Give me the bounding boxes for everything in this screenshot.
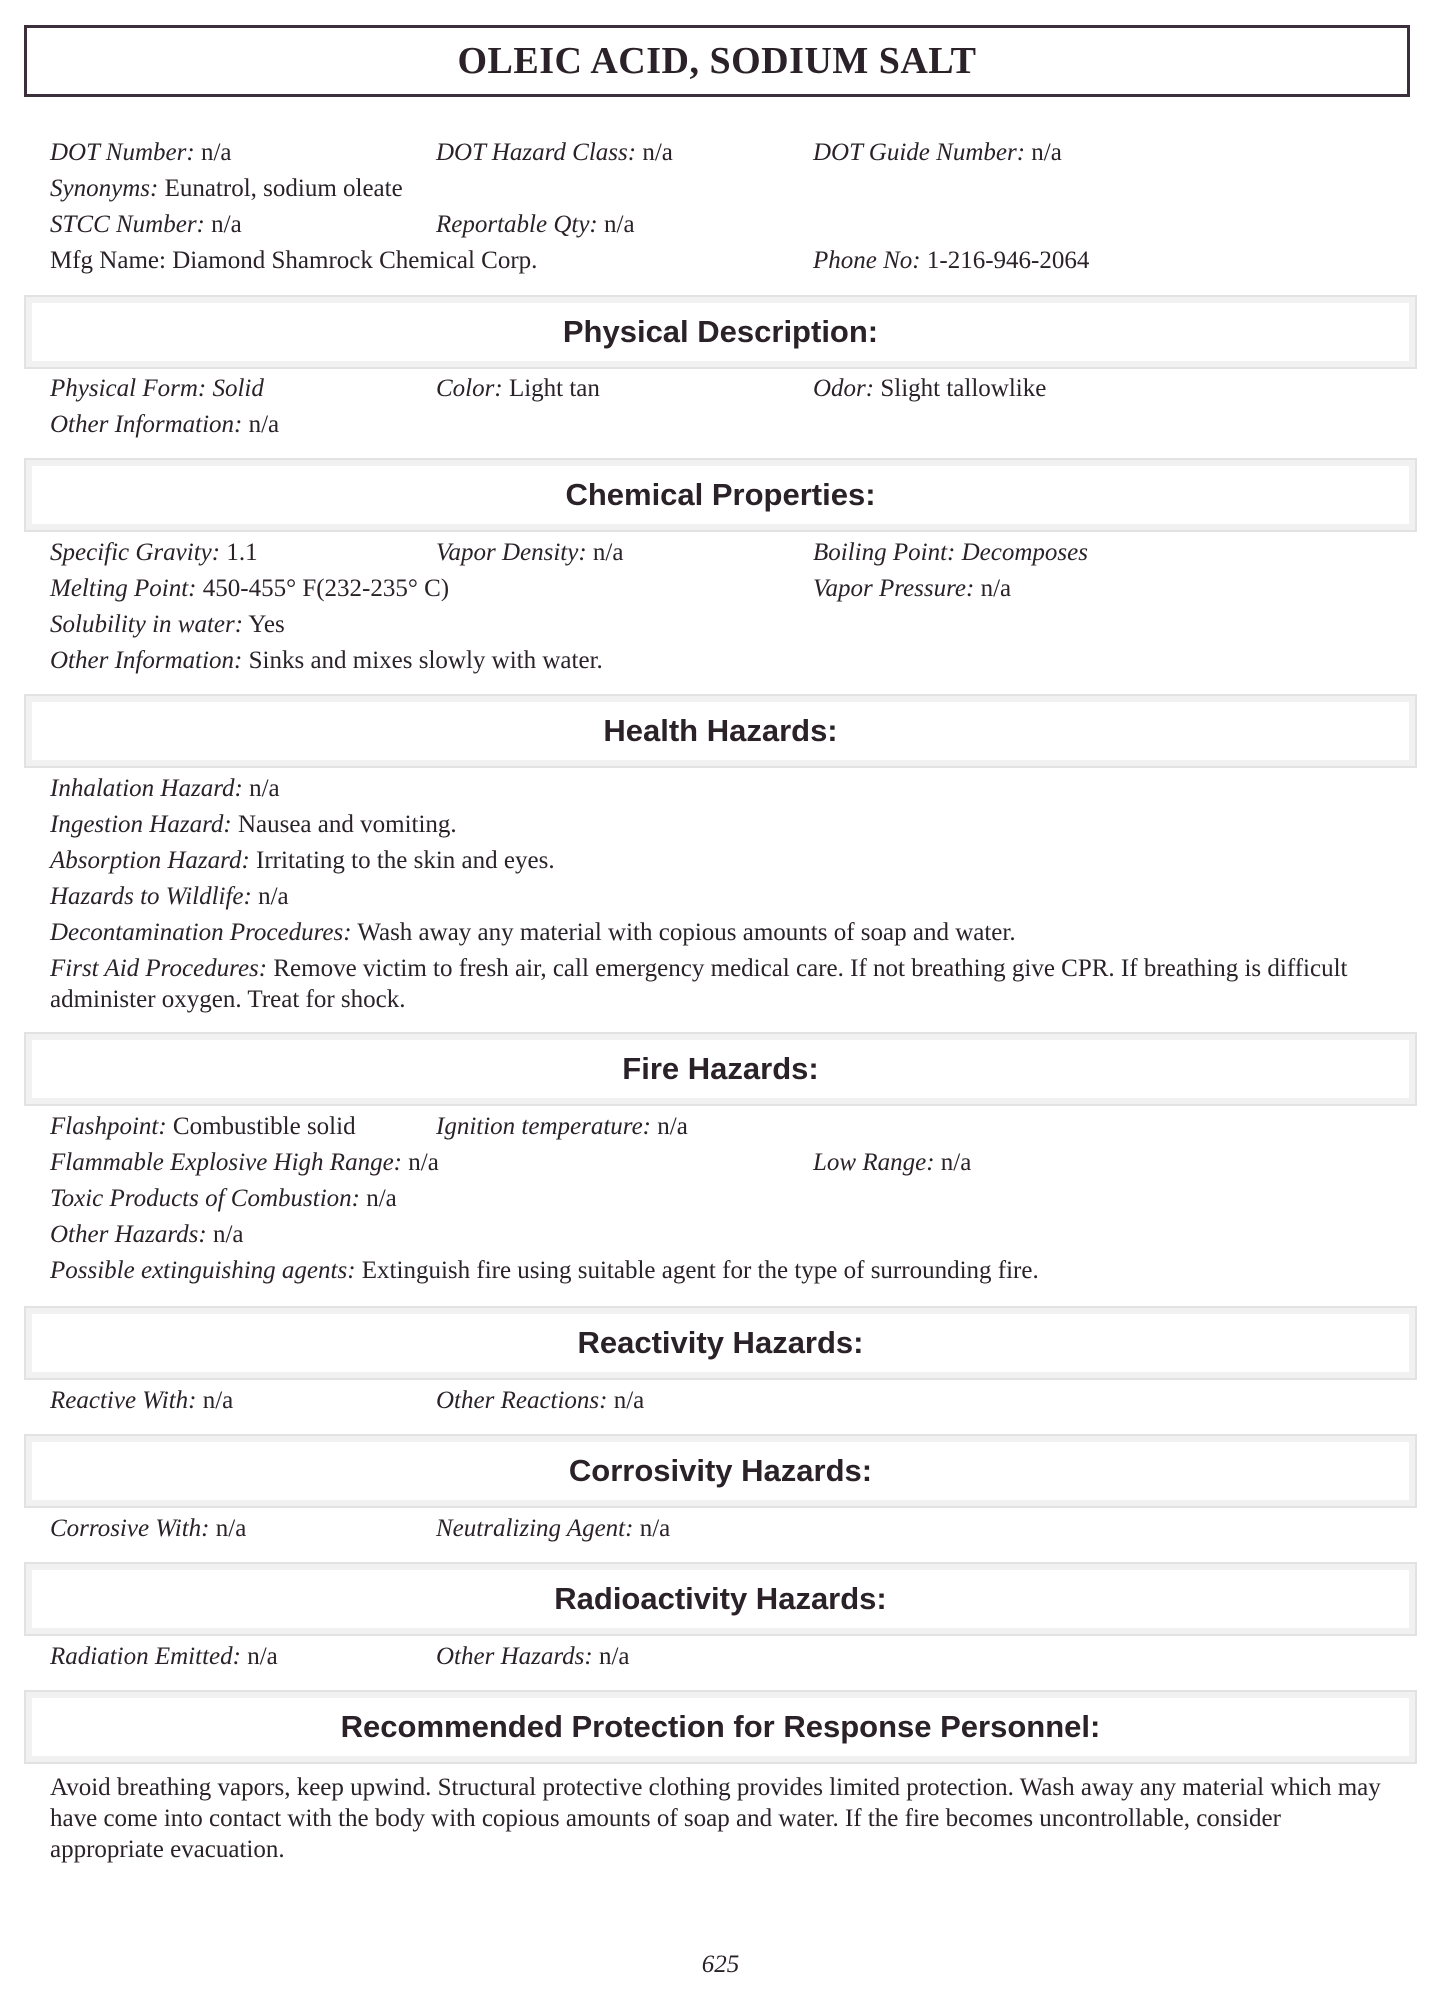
physical-other-label: Other Information: — [50, 411, 243, 438]
inhalation-value: n/a — [249, 775, 280, 802]
extinguishing-label: Possible extinguishing agents: — [50, 1257, 356, 1284]
physical-heading: Physical Description: — [562, 314, 879, 349]
phone-no-value: 1-216-946-2064 — [926, 247, 1090, 274]
decontamination-field — [50, 918, 1016, 948]
section-heading-health — [24, 694, 1417, 768]
neutralizing-agent-field — [436, 1514, 670, 1544]
radioactivity-heading: Radioactivity Hazards: — [554, 1581, 887, 1616]
stcc-number-value: n/a — [211, 211, 242, 238]
inhalation-field — [50, 774, 280, 804]
melting-point-label: Melting Point: — [50, 575, 197, 602]
flashpoint-field — [50, 1112, 356, 1142]
fire-other-hazards-value: n/a — [212, 1221, 244, 1248]
page-number: 625 — [701, 1951, 740, 1978]
reactive-with-value: n/a — [202, 1387, 234, 1414]
fire-heading: Fire Hazards: — [622, 1051, 819, 1086]
extinguishing-value: Extinguish fire using suitable agent for the type of surrounding fire. — [361, 1257, 1039, 1284]
radiation-emitted-label: Radiation Emitted: — [50, 1643, 241, 1670]
document-title: OLEIC ACID, SODIUM SALT — [457, 40, 977, 82]
vapor-density-value: n/a — [592, 539, 624, 566]
section-heading-corrosivity — [24, 1434, 1417, 1508]
mfg-name-value: Diamond Shamrock Chemical Corp. — [172, 247, 538, 274]
mfg-name-label: Mfg Name: — [50, 247, 166, 274]
fire-other-hazards-label: Other Hazards: — [50, 1221, 207, 1248]
ingestion-label: Ingestion Hazard: — [50, 811, 232, 838]
corrosive-with-label: Corrosive With: — [50, 1515, 210, 1542]
vapor-pressure-field — [813, 574, 1011, 604]
ignition-value: n/a — [657, 1113, 688, 1140]
high-range-value: n/a — [408, 1149, 439, 1176]
ingestion-field — [50, 810, 457, 840]
flashpoint-value: Combustible solid — [172, 1113, 356, 1140]
section-heading-chemical — [24, 458, 1417, 532]
other-reactions-value: n/a — [613, 1387, 645, 1414]
document-title-box — [24, 25, 1410, 97]
reportable-qty-field — [436, 210, 635, 240]
color-value: Light tan — [508, 375, 600, 402]
dot-guide-number-field — [813, 138, 1062, 168]
reactivity-heading: Reactivity Hazards: — [577, 1325, 864, 1360]
low-range-label: Low Range: — [813, 1149, 935, 1176]
solubility-value: Yes — [248, 611, 285, 638]
vapor-pressure-value: n/a — [980, 575, 1012, 602]
color-field — [436, 374, 600, 404]
specific-gravity-label: Specific Gravity: — [50, 539, 221, 566]
stcc-number-label: STCC Number: — [50, 211, 205, 238]
chemical-other-field — [50, 646, 603, 676]
section-heading-protection — [24, 1690, 1417, 1764]
physical-form-label: Physical Form: Solid — [50, 375, 264, 402]
vapor-pressure-label: Vapor Pressure: — [813, 575, 975, 602]
ingestion-value: Nausea and vomiting. — [237, 811, 457, 838]
melting-point-value: 450-455° F(232-235° C) — [202, 575, 450, 602]
neutralizing-agent-value: n/a — [639, 1515, 671, 1542]
dot-hazard-class-label: DOT Hazard Class: — [436, 139, 637, 166]
decontamination-label: Decontamination Procedures: — [50, 919, 352, 946]
other-reactions-field — [436, 1386, 644, 1416]
vapor-density-field — [436, 538, 623, 568]
chemical-other-value: Sinks and mixes slowly with water. — [248, 647, 603, 674]
extinguishing-field — [50, 1256, 1039, 1286]
toxic-products-label: Toxic Products of Combustion: — [50, 1185, 360, 1212]
reportable-qty-value: n/a — [604, 211, 635, 238]
reportable-qty-label: Reportable Qty: — [436, 211, 598, 238]
dot-hazard-class-value: n/a — [642, 139, 673, 166]
color-label: Color: — [436, 375, 503, 402]
melting-point-field — [50, 574, 449, 604]
dot-number-label: DOT Number: — [50, 139, 195, 166]
high-range-label: Flammable Explosive High Range: — [50, 1149, 402, 1176]
ignition-label: Ignition temperature: — [436, 1113, 652, 1140]
phone-no-field — [813, 246, 1089, 276]
wildlife-value: n/a — [258, 883, 289, 910]
solubility-label: Solubility in water: — [50, 611, 244, 638]
neutralizing-agent-label: Neutralizing Agent: — [436, 1515, 634, 1542]
dot-hazard-class-field — [436, 138, 673, 168]
specific-gravity-value: 1.1 — [226, 539, 258, 566]
high-range-field — [50, 1148, 439, 1178]
boiling-point-label: Boiling Point: Decomposes — [813, 539, 1088, 566]
radiation-emitted-value: n/a — [247, 1643, 278, 1670]
odor-label: Odor: — [813, 375, 875, 402]
radiation-emitted-field — [50, 1642, 278, 1672]
protection-paragraph: Avoid breathing vapors, keep upwind. Structural protective clothing provides limited protection. Wash away any material which may have come into contact with the body with copious amounts of soap and water. If the fire becomes uncontrollable, consider appropriate evacuation. — [50, 1774, 1381, 1863]
stcc-number-field — [50, 210, 242, 240]
ignition-field — [436, 1112, 688, 1142]
first-aid-value: Remove victim to fresh air, call emergency medical care. If not breathing give CPR. If breathing is difficult administer oxygen. Treat for shock. — [50, 955, 1348, 1013]
physical-other-field — [50, 410, 279, 440]
low-range-value: n/a — [940, 1149, 972, 1176]
first-aid-paragraph — [50, 953, 1395, 1015]
specific-gravity-field — [50, 538, 258, 568]
radio-other-hazards-field — [436, 1642, 630, 1672]
synonyms-label: Synonyms: — [50, 175, 159, 202]
synonyms-value: Eunatrol, sodium oleate — [164, 175, 403, 202]
fire-other-hazards-field — [50, 1220, 244, 1250]
absorption-field — [50, 846, 555, 876]
radio-other-hazards-label: Other Hazards: — [436, 1643, 593, 1670]
other-reactions-label: Other Reactions: — [436, 1387, 608, 1414]
reactive-with-label: Reactive With: — [50, 1387, 197, 1414]
decontamination-value: Wash away any material with copious amounts of soap and water. — [357, 919, 1016, 946]
inhalation-label: Inhalation Hazard: — [50, 775, 243, 802]
section-heading-reactivity — [24, 1306, 1417, 1380]
chemical-other-label: Other Information: — [50, 647, 243, 674]
solubility-field — [50, 610, 285, 640]
corrosive-with-value: n/a — [215, 1515, 247, 1542]
boiling-point-field — [813, 538, 1088, 568]
odor-value: Slight tallowlike — [880, 375, 1047, 402]
reactive-with-field — [50, 1386, 233, 1416]
absorption-label: Absorption Hazard: — [50, 847, 250, 874]
odor-field — [813, 374, 1046, 404]
synonyms-field — [50, 174, 403, 204]
low-range-field — [813, 1148, 971, 1178]
vapor-density-label: Vapor Density: — [436, 539, 587, 566]
physical-other-value: n/a — [248, 411, 280, 438]
health-heading: Health Hazards: — [603, 713, 838, 748]
radio-other-hazards-value: n/a — [598, 1643, 630, 1670]
wildlife-field — [50, 882, 289, 912]
corrosivity-heading: Corrosivity Hazards: — [568, 1453, 873, 1488]
toxic-products-value: n/a — [366, 1185, 397, 1212]
dot-guide-number-value: n/a — [1031, 139, 1062, 166]
protection-heading: Recommended Protection for Response Personnel: — [340, 1709, 1101, 1744]
mfg-name-field — [50, 246, 537, 276]
phone-no-label: Phone No: — [813, 247, 921, 274]
section-heading-radioactivity — [24, 1562, 1417, 1636]
section-heading-physical — [24, 295, 1417, 369]
dot-number-value: n/a — [200, 139, 232, 166]
toxic-products-field — [50, 1184, 397, 1214]
section-heading-fire — [24, 1032, 1417, 1106]
absorption-value: Irritating to the skin and eyes. — [256, 847, 555, 874]
dot-number-field — [50, 138, 232, 168]
corrosive-with-field — [50, 1514, 246, 1544]
dot-guide-number-label: DOT Guide Number: — [813, 139, 1026, 166]
chemical-heading: Chemical Properties: — [565, 477, 876, 512]
physical-form-field — [50, 374, 264, 404]
wildlife-label: Hazards to Wildlife: — [50, 883, 252, 910]
flashpoint-label: Flashpoint: — [50, 1113, 167, 1140]
first-aid-label: First Aid Procedures: — [50, 955, 268, 982]
